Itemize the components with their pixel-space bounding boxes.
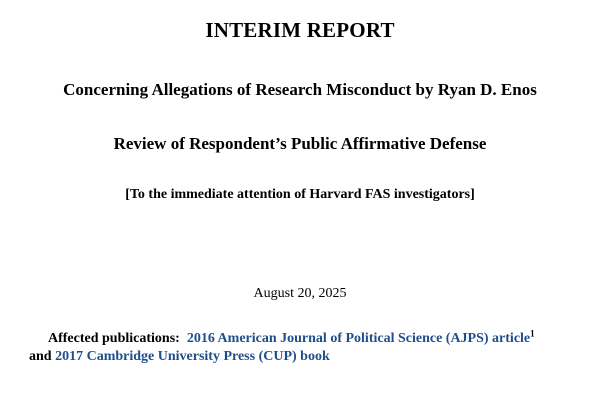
report-title: INTERIM REPORT: [205, 18, 395, 42]
report-date: August 20, 2025: [253, 286, 347, 301]
cup-book-link[interactable]: 2017 Cambridge University Press (CUP) book: [55, 349, 330, 364]
footnote-marker[interactable]: 1: [530, 328, 535, 339]
report-subtitle: Concerning Allegations of Research Misconduct by Ryan D. Enos: [63, 80, 537, 99]
connector-text: and: [29, 349, 52, 364]
affected-publications-label: Affected publications:: [48, 331, 180, 346]
affected-publications-line-2: [29, 348, 589, 366]
ajps-article-link[interactable]: 2016 American Journal of Political Science (AJPS) article: [186, 331, 531, 346]
attention-note: [To the immediate attention of Harvard FAS investigators]: [125, 187, 475, 202]
affected-publications: [29, 330, 589, 366]
affected-publications-line-1: [29, 330, 589, 348]
review-heading: Review of Respondent’s Public Affirmative Defense: [113, 134, 487, 153]
